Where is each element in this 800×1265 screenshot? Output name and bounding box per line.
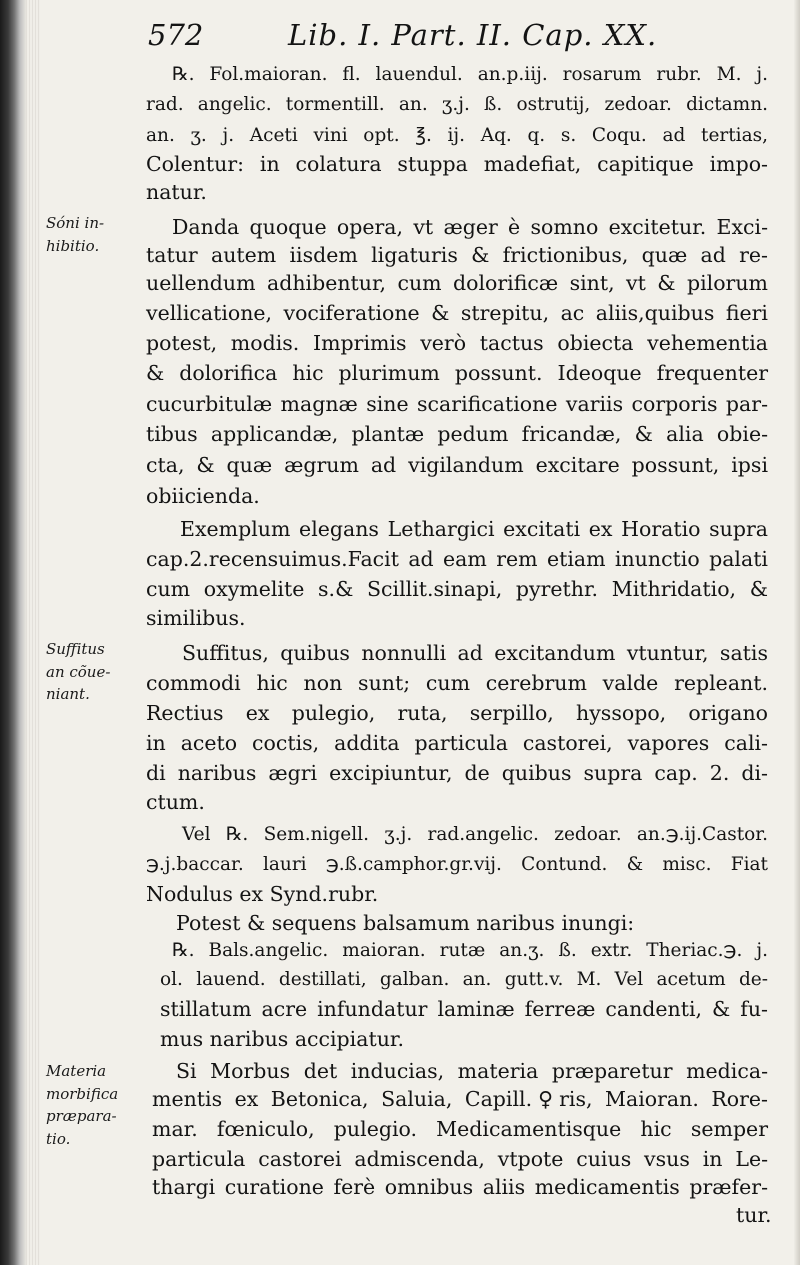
text-line: stillatum acre infundatur laminæ ferreæ candenti, & fu-: [160, 997, 768, 1021]
text-line: cap.2.recensuimus.Facit ad eam rem etiam inunctio palati: [146, 547, 768, 571]
margin-note-line: Materia: [46, 1062, 107, 1080]
text-line: particula castorei admiscenda, vtpote cuius vsus in Le-: [152, 1147, 768, 1171]
text-line: potest, modis. Imprimis verò tactus obiecta vehementia: [146, 331, 768, 355]
margin-note-line: niant.: [46, 685, 90, 703]
margin-note: [46, 638, 138, 706]
page-right-edge: [794, 0, 800, 1265]
page-edges: [26, 0, 40, 1265]
text-line: tatur autem iisdem ligaturis & frictionibus, quæ ad re-: [146, 243, 768, 267]
text-line: commodi hic non sunt; cum cerebrum valde repleant.: [146, 671, 768, 695]
text-line: Colentur: in colatura stuppa madefiat, capitique impo-: [146, 152, 768, 176]
text-line: Vel ℞. Sem.nigell. ʒ.j. rad.angelic. zedoar. an.℈.ij.Castor.: [182, 824, 768, 845]
text-line: an. ʒ. j. Aceti vini opt. ℥. ij. Aq. q. s. Coqu. ad tertias,: [146, 125, 768, 146]
text-line: mus naribus accipiatur.: [160, 1027, 404, 1051]
text-line: ℈.j.baccar. lauri ℈.ß.camphor.gr.vij. Contund. & misc. Fiat: [146, 854, 768, 875]
text-line: similibus.: [146, 606, 246, 630]
text-line: Si Morbus det inducias, materia præparetur medica-: [176, 1059, 768, 1083]
text-line: Rectius ex pulegio, ruta, serpillo, hyssopo, origano: [146, 701, 768, 725]
text-line: thargi curatione ferè omnibus aliis medicamentis præfer-: [152, 1175, 768, 1199]
text-line: ℞. Fol.maioran. fl. lauendul. an.p.iij. rosarum rubr. M. j.: [172, 64, 768, 85]
text-line: Danda quoque opera, vt æger è somno excitetur. Exci-: [172, 215, 768, 239]
text-line: obiicienda.: [146, 484, 260, 508]
margin-note: [46, 212, 138, 257]
text-line: in aceto coctis, addita particula castorei, vapores cali-: [146, 731, 768, 755]
text-line: tur.: [736, 1203, 772, 1227]
margin-note-line: hibitio.: [46, 236, 100, 255]
text-line: Exemplum elegans Lethargici excitati ex Horatio supra: [180, 517, 768, 541]
margin-note: [46, 1060, 138, 1150]
text-line: cum oxymelite s.& Scillit.sinapi, pyrethr. Mithridatio, &: [146, 577, 768, 601]
text-line: mar. fœniculo, pulegio. Medicamentisque hic semper: [152, 1117, 768, 1141]
text-line: Suffitus, quibus nonnulli ad excitandum vtuntur, satis: [182, 641, 768, 665]
book-spine-shadow: [0, 0, 26, 1265]
text-line: vellicatione, vociferatione & strepitu, ac aliis,quibus fieri: [146, 301, 768, 325]
text-line: & dolorifica hic plurimum possunt. Ideoque frequenter: [146, 361, 768, 385]
page-number: 572: [148, 18, 204, 52]
margin-note-line: Suffitus: [46, 640, 105, 658]
text-line: uellendum adhibentur, cum dolorificæ sint, vt & pilorum: [146, 271, 768, 295]
text-line: ol. lauend. destillati, galban. an. gutt.v. M. Vel acetum de-: [160, 969, 768, 990]
text-line: Nodulus ex Synd.rubr.: [146, 882, 379, 906]
margin-note-line: morbifica: [46, 1084, 119, 1103]
margin-note-line: Sóni in-: [46, 214, 105, 232]
page-header: [148, 18, 788, 62]
margin-note-line: an cõue-: [46, 662, 111, 681]
running-title: Lib. I. Part. II. Cap. XX.: [288, 18, 658, 52]
text-line: cucurbitulæ magnæ sine scarificatione variis corporis par-: [146, 392, 768, 416]
text-line: natur.: [146, 180, 207, 204]
text-line: cta, & quæ ægrum ad vigilandum excitare possunt, ipsi: [146, 453, 768, 477]
text-line: di naribus ægri excipiuntur, de quibus supra cap. 2. di-: [146, 761, 768, 785]
text-line: ℞. Bals.angelic. maioran. rutæ an.ʒ. ß. extr. Theriac.℈. j.: [172, 940, 768, 961]
text-line: ctum.: [146, 790, 205, 814]
margin-note-line: præpara-: [46, 1107, 117, 1125]
margin-note-line: tio.: [46, 1129, 71, 1148]
text-line: Potest & sequens balsamum naribus inungi:: [176, 911, 635, 935]
text-line: rad. angelic. tormentill. an. ʒ.j. ß. ostrutij, zedoar. dictamn.: [146, 94, 768, 115]
text-line: mentis ex Betonica, Saluia, Capill.♀ris, Maioran. Rore-: [152, 1087, 768, 1111]
text-line: tibus applicandæ, plantæ pedum fricandæ, & alia obie-: [146, 422, 768, 446]
